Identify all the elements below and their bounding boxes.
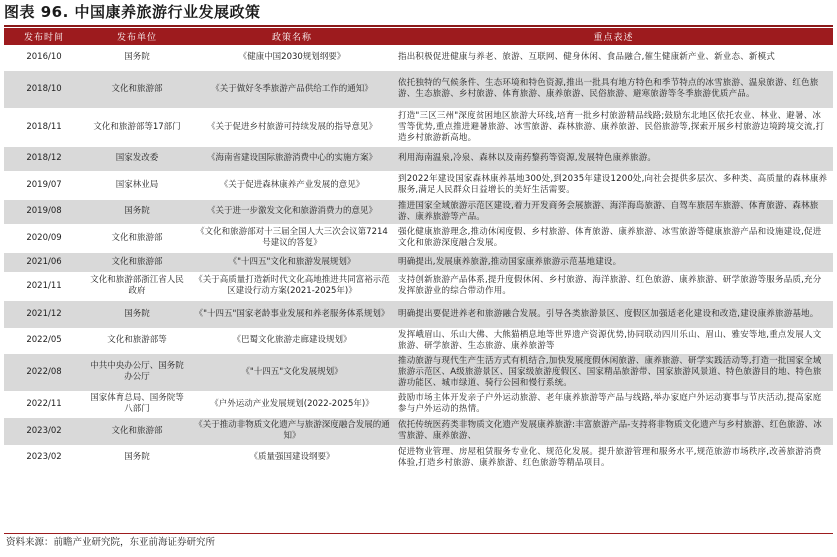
policy-name-cell: 《关于推动非物质文化遗产与旅游深度融合发展的通知》 (190, 417, 394, 445)
policy-name-cell: 《质量强国建设纲要》 (190, 445, 394, 470)
table-row (4, 391, 833, 417)
table-row (4, 300, 833, 328)
date-cell: 2018/11 (4, 108, 84, 146)
bottom-divider (4, 533, 833, 534)
header-org: 发布单位 (84, 28, 190, 45)
date-cell: 2019/08 (4, 199, 84, 224)
date-cell: 2020/09 (4, 224, 84, 252)
org-cell: 文化和旅游部 (84, 252, 190, 272)
org-cell: 国家林业局 (84, 171, 190, 199)
org-cell: 文化和旅游部 (84, 224, 190, 252)
table-row (4, 171, 833, 199)
table-row (4, 353, 833, 391)
title-divider (4, 25, 833, 27)
policy-name-cell: 《关于高质量打造新时代文化高地推进共同富裕示范区建设行动方案(2021-2025年)》 (190, 272, 394, 300)
date-cell: 2016/10 (4, 45, 84, 70)
policy-name-cell: 《关于促进乡村旅游可持续发展的指导意见》 (190, 108, 394, 146)
org-cell: 文化和旅游部 (84, 70, 190, 108)
table-row (4, 417, 833, 445)
key-point-cell: 强化健康旅游理念,推动休闲度假、乡村旅游、体育旅游、康养旅游、冰雪旅游等健康旅游产品和设施建设,促进文化和旅游深度融合发展。 (394, 224, 833, 252)
table-body (4, 45, 833, 470)
table-row (4, 108, 833, 146)
org-cell: 文化和旅游部等 (84, 328, 190, 353)
org-cell: 文化和旅游部等17部门 (84, 108, 190, 146)
date-cell: 2023/02 (4, 417, 84, 445)
org-cell: 国家体育总局、国务院等八部门 (84, 391, 190, 417)
key-point-cell: 明确提出,发展康养旅游,推动国家康养旅游示范基地建设。 (394, 252, 833, 272)
policy-name-cell: 《关于做好冬季旅游产品供给工作的通知》 (190, 70, 394, 108)
key-point-cell: 促进物业管理、房屋租赁服务专业化、规范化发展。提升旅游管理和服务水平,规范旅游市场秩序,改善旅游消费体验,打造乡村旅游、康养旅游、红色旅游等精品项目。 (394, 445, 833, 470)
date-cell: 2023/02 (4, 445, 84, 470)
key-point-cell: 推进国家全域旅游示范区建设,着力开发商务会展旅游、海洋海岛旅游、自驾车旅居车旅游、体育旅游、森林旅游、康养旅游等产品。 (394, 199, 833, 224)
org-cell: 国务院 (84, 199, 190, 224)
table-row (4, 272, 833, 300)
source-note: 资料来源：前瞻产业研究院，东亚前海证券研究所 (6, 537, 216, 548)
policy-name-cell: 《文化和旅游部对十三届全国人大三次会议第7214号建议的答复》 (190, 224, 394, 252)
key-point-cell: 支持创新旅游产品体系,提升度假休闲、乡村旅游、海洋旅游、红色旅游、康养旅游、研学旅游等服务品质,充分发挥旅游业的综合带动作用。 (394, 272, 833, 300)
policy-name-cell: 《巴蜀文化旅游走廊建设规划》 (190, 328, 394, 353)
table-row (4, 70, 833, 108)
key-point-cell: 到2022年建设国家森林康养基地300处,到2035年建设1200处,向社会提供多层次、多种类、高质量的森林康养服务,满足人民群众日益增长的美好生活需要。 (394, 171, 833, 199)
org-cell: 国家发改委 (84, 146, 190, 171)
policy-name-cell: 《关于进一步激发文化和旅游消费力的意见》 (190, 199, 394, 224)
date-cell: 2019/07 (4, 171, 84, 199)
date-cell: 2021/11 (4, 272, 84, 300)
key-point-cell: 利用海南温泉,冷泉、森林以及南药黎药等资源,发展特色康养旅游。 (394, 146, 833, 171)
table-row (4, 224, 833, 252)
date-cell: 2022/11 (4, 391, 84, 417)
policy-name-cell: 《健康中国2030规划纲要》 (190, 45, 394, 70)
date-cell: 2021/12 (4, 300, 84, 328)
policy-table (4, 28, 833, 471)
header-date: 发布时间 (4, 28, 84, 45)
key-point-cell: 打造"三区三州"深度贫困地区旅游大环线,培育一批乡村旅游精品线路;鼓励东北地区依托农业、林业、避暑、冰雪等优势,重点推进避暑旅游、冰雪旅游、森林旅游、康养旅游、民俗旅游等,探索开展乡村旅游边境跨境交流,打造乡村旅游新高地。 (394, 108, 833, 146)
table-row (4, 146, 833, 171)
org-cell: 文化和旅游部浙江省人民政府 (84, 272, 190, 300)
table-header (4, 28, 833, 45)
date-cell: 2018/12 (4, 146, 84, 171)
key-point-cell: 依托传统医药类非物质文化遗产发展康养旅游:丰富旅游产品-支持将非物质文化遗产与乡村旅游、红色旅游、冰雪旅游、康养旅游、 (394, 417, 833, 445)
date-cell: 2018/10 (4, 70, 84, 108)
key-point-cell: 发挥峨眉山、乐山大佛、大熊猫栖息地等世界遗产资源优势,协同联动四川乐山、眉山、雅安等地,重点发展人文旅游、研学旅游、生态旅游、康养旅游等 (394, 328, 833, 353)
key-point-cell: 依托独特的气候条件、生态环境和特色资源,推出一批具有地方特色和季节特点的冰雪旅游、温泉旅游、红色旅游、生态旅游、乡村旅游、体育旅游、康养旅游、民俗旅游、避寒旅游等冬季旅游优质产品。 (394, 70, 833, 108)
key-point-cell: 鼓励市场主体开发亲子户外运动旅游、老年康养旅游等产品与线路,举办家庭户外运动赛事与节庆活动,提高家庭参与户外运动的热情。 (394, 391, 833, 417)
policy-name-cell: 《"十四五"国家老龄事业发展和养老服务体系规划》 (190, 300, 394, 328)
header-row (4, 28, 833, 45)
key-point-cell: 推动旅游与现代生产生活方式有机结合,加快发展度假休闲旅游、康养旅游、研学实践活动等,打造一批国家全域旅游示范区、A级旅游景区、国家级旅游度假区、国家精品旅游带、国家旅游风景道、特色旅游目的地、特色旅游功能区、城市绿道、骑行公园和慢行系统。 (394, 353, 833, 391)
org-cell: 国务院 (84, 45, 190, 70)
table-row (4, 252, 833, 272)
policy-name-cell: 《关于促进森林康养产业发展的意见》 (190, 171, 394, 199)
table-row (4, 445, 833, 470)
org-cell: 国务院 (84, 300, 190, 328)
org-cell: 国务院 (84, 445, 190, 470)
policy-name-cell: 《"十四五"文化和旅游发展规划》 (190, 252, 394, 272)
org-cell: 文化和旅游部 (84, 417, 190, 445)
header-point: 重点表述 (394, 28, 833, 45)
policy-name-cell: 《户外运动产业发展规划(2022-2025年)》 (190, 391, 394, 417)
date-cell: 2021/06 (4, 252, 84, 272)
table-row (4, 45, 833, 70)
figure-title: 图表 96. 中国康养旅游行业发展政策 (4, 3, 261, 21)
key-point-cell: 明确提出要促进养老和旅游融合发展。引导各类旅游景区、度假区加强适老化建设和改造,建设康养旅游基地。 (394, 300, 833, 328)
table-row (4, 328, 833, 353)
header-policy: 政策名称 (190, 28, 394, 45)
table-row (4, 199, 833, 224)
org-cell: 中共中央办公厅、国务院办公厅 (84, 353, 190, 391)
key-point-cell: 指出积极促进健康与养老、旅游、互联网、健身休闲、食品融合,催生健康新产业、新业态、新模式 (394, 45, 833, 70)
policy-name-cell: 《海南省建设国际旅游消费中心的实施方案》 (190, 146, 394, 171)
date-cell: 2022/05 (4, 328, 84, 353)
date-cell: 2022/08 (4, 353, 84, 391)
policy-name-cell: 《"十四五"文化发展规划》 (190, 353, 394, 391)
